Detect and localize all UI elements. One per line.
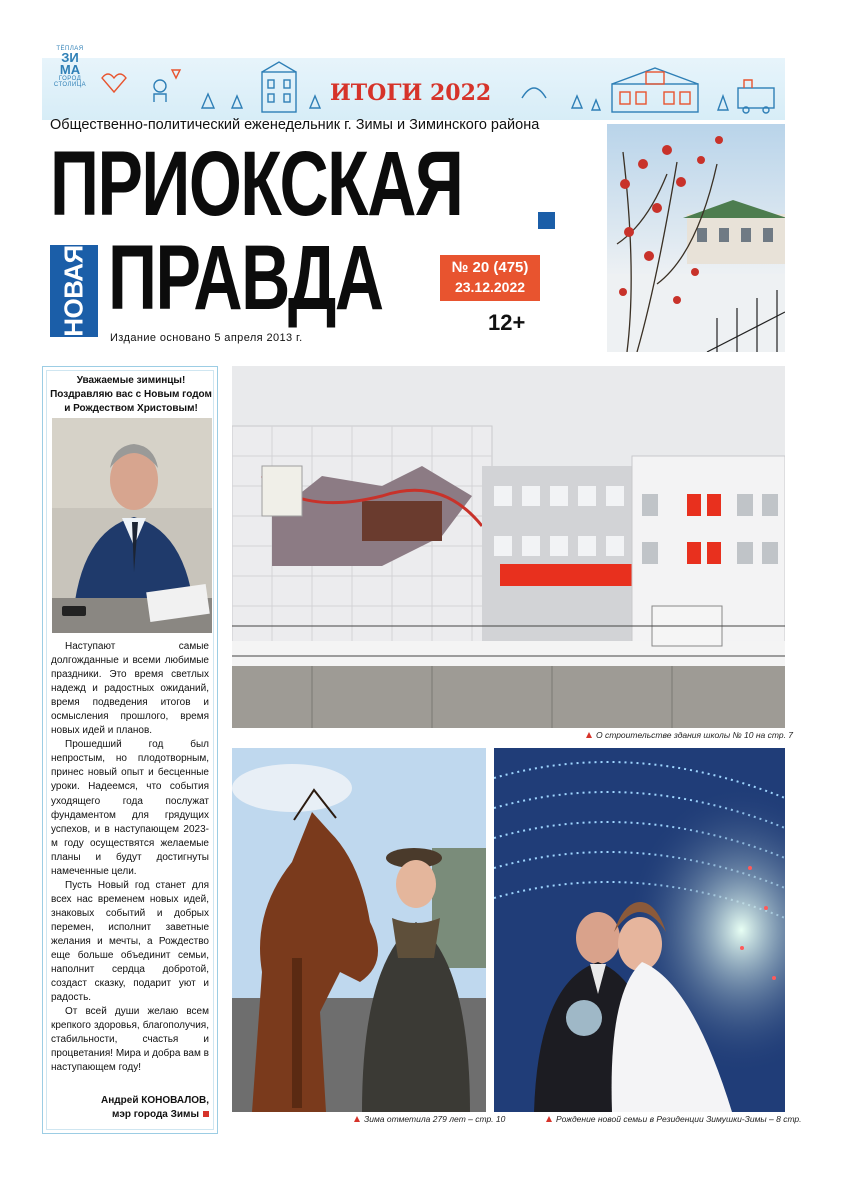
novaya-text: НОВАЯ [58, 245, 89, 337]
banner-ornament-right [512, 58, 782, 120]
signature-position-row [51, 1108, 209, 1122]
itogi-title: ИТОГИ 2022 [330, 80, 492, 106]
header-banner [42, 46, 785, 120]
signature-position: мэр города Зимы [112, 1108, 199, 1120]
masthead-title-line2: ПРАВДА [108, 227, 383, 329]
issue-date: 23.12.2022 [454, 279, 526, 295]
founded-note: Издание основано 5 апреля 2013 г. [110, 332, 303, 344]
logo-top-text: ТЁПЛАЯ [56, 46, 84, 52]
logo-word2: МА [59, 62, 81, 77]
issue-number: № 20 (475) [451, 259, 529, 276]
letter-paragraph: Прошедший год был непростым, но плодотворным, принес новый опыт и бесценные уроки. Надеемся, что события уходящего года послужат фундаментом для грядущих успехов, и в наступающем 2023-м году осуществятся желаемые планы и будут достигнуты намеченные цели. [51, 739, 209, 877]
school-construction-photo [232, 366, 785, 728]
letter-paragraph: От всей души желаю всем крепкого здоровья, благополучия, стабильности, счастья и процветания! Мира и добра вам в наступающем году! [51, 1006, 209, 1074]
masthead-title-line1: ПРИОКСКАЯ [50, 133, 463, 235]
school-photo-caption [586, 730, 793, 740]
masthead-accent-square [538, 212, 555, 229]
age-rating: 12+ [488, 310, 526, 335]
letter-paragraph: Пусть Новый год станет для всех нас временем новых идей, знаковых событий и добрых перемен, исполнит заветные желания и мечты, а Рождество еще больше объединит семьи, наполнит сердца добротой, создаст сказку, подарит уют и радость. [51, 879, 209, 1004]
caption-marker-icon [354, 1116, 360, 1122]
signature-name: Андрей КОНОВАЛОВ, [101, 1095, 209, 1106]
logo-bottom-text: ГОРОД СТОЛИЦА [53, 76, 87, 88]
caption-marker-icon [586, 732, 592, 738]
city-logo [50, 46, 90, 88]
wedding-photo-caption [546, 1114, 802, 1124]
newspaper-subtitle: Общественно-политический еженедельник г. Зимы и Зиминского района [50, 117, 540, 133]
caption-text: Зима отметила 279 лет – стр. 10 [364, 1114, 506, 1124]
horse-photo-caption [354, 1114, 505, 1124]
greeting-line: Уважаемые зиминцы! [76, 375, 186, 386]
greeting-line: и Рождеством Христовым! [64, 403, 198, 414]
banner-ornament-left [92, 58, 327, 120]
letter-signature [51, 1094, 209, 1121]
winter-rowan-photo [607, 124, 785, 352]
logo-word1: ЗИ [61, 50, 79, 65]
caption-marker-icon [546, 1116, 552, 1122]
letter-paragraph: Наступают самые долгожданные и всеми любимые праздники. Это время светлых надежд и радостных ожиданий, время подведения итогов и осмысления прошлого, время новых идей и планов. [51, 641, 209, 737]
caption-text: Рождение новой семьи в Резиденции Зимушки-Зимы – 8 стр. [556, 1114, 802, 1124]
city-anniversary-photo [232, 748, 486, 1112]
letter-body [51, 640, 209, 1075]
novaya-label [50, 245, 98, 337]
caption-text: О строительстве здания школы № 10 на стр. 7 [596, 730, 794, 740]
mayor-photo [52, 418, 212, 633]
issue-info-box [440, 255, 540, 301]
end-mark-icon [203, 1111, 209, 1117]
greeting-line: Поздравляю вас с Новым годом [50, 389, 212, 400]
wedding-photo [494, 748, 785, 1112]
letter-greeting [43, 374, 219, 416]
